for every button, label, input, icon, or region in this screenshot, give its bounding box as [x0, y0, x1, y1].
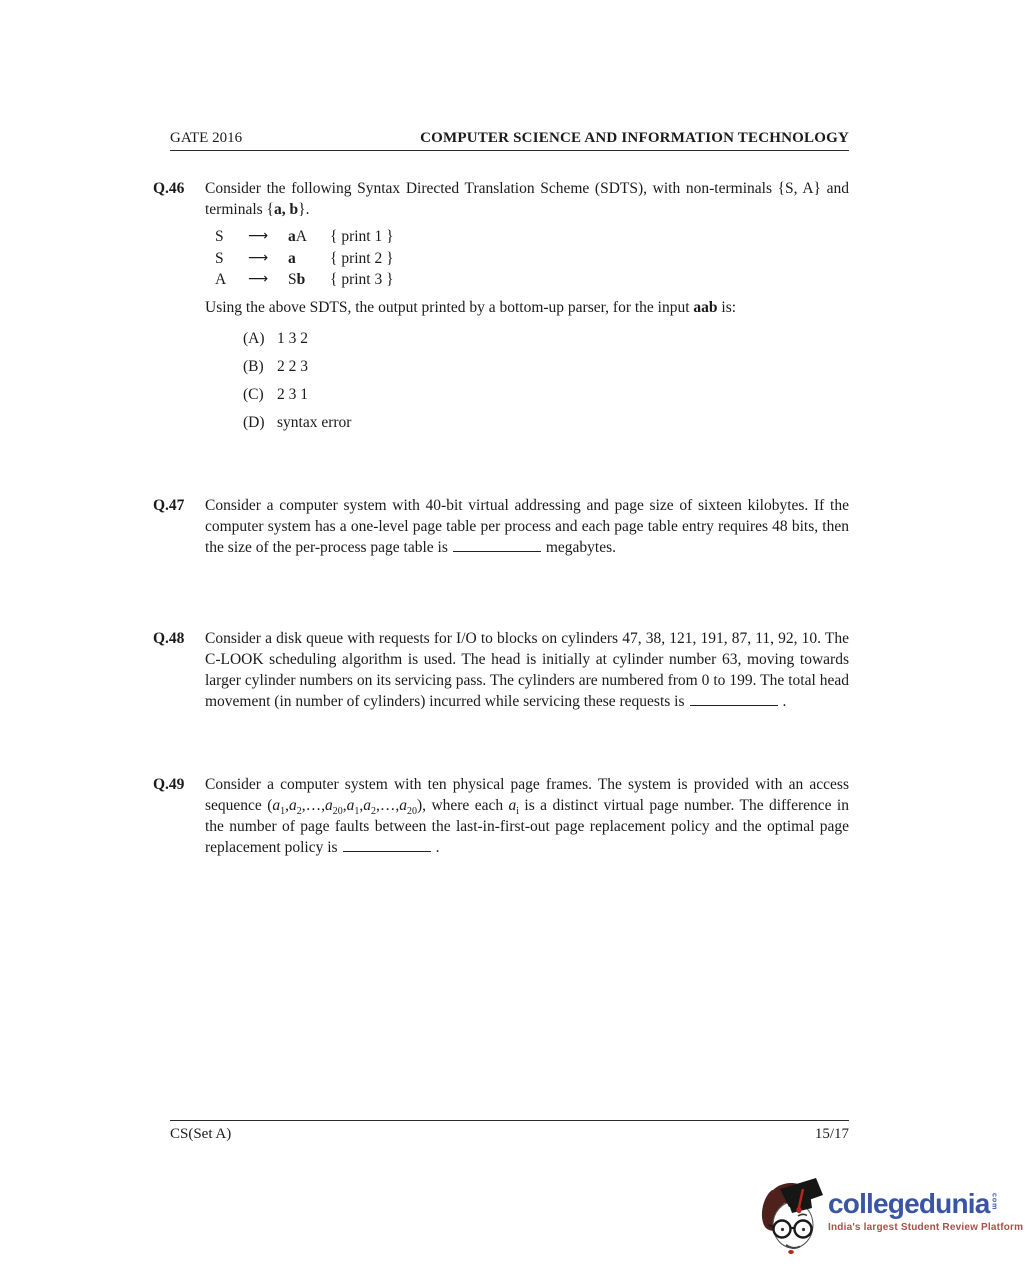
question-47-body: Consider a computer system with 40-bit virtual addressing and page size of sixteen kilobytes. If the computer system has a one-level page table per process and each page table entry requires 48 bits, then the size of the per-process page table is [205, 496, 849, 556]
paper-set-label: CS(Set A) [170, 1126, 232, 1142]
option-b-label: (B) [243, 357, 264, 375]
production-rhs [288, 226, 330, 248]
option-b [243, 353, 849, 381]
prompt-end: is: [717, 298, 737, 316]
question-47-text [205, 495, 849, 558]
option-d [243, 409, 849, 437]
production-rhs [288, 248, 330, 270]
page-footer [170, 1120, 849, 1143]
collegedunia-tld-text: com [990, 1193, 998, 1211]
production-lhs: S [215, 228, 224, 245]
question-46-prompt [205, 297, 849, 318]
answer-options [243, 325, 849, 437]
question-46-intro-text: Consider the following Syntax Directed Translation Scheme (SDTS), with non-terminals {S, A} and terminals { [205, 180, 849, 218]
collegedunia-logo [758, 1174, 1023, 1256]
question-47 [153, 495, 849, 558]
option-a-text: 1 3 2 [277, 329, 308, 347]
sdts-productions [215, 226, 515, 291]
rhs-terminal: a [288, 249, 296, 267]
answer-blank [690, 692, 778, 706]
rhs-terminal: a [288, 228, 296, 245]
option-b-text: 2 2 3 [277, 357, 308, 375]
production-lhs: S [215, 249, 224, 267]
question-49-text [205, 774, 849, 858]
production-rhs [288, 269, 330, 291]
access-sequence: $(a_1,a_2,\dots,a_{20},a_1,a_2,\dots,a_{20})$, [267, 796, 427, 817]
question-48-number: Q.48 [153, 629, 185, 647]
question-48-end: . [782, 692, 787, 710]
question-49 [153, 774, 849, 858]
option-c-text: 2 3 1 [277, 385, 308, 403]
option-a-label: (A) [243, 329, 265, 347]
option-d-label: (D) [243, 413, 265, 431]
question-48-text [205, 628, 849, 712]
question-49-body-mid: where each [426, 796, 509, 814]
question-46-number: Q.46 [153, 180, 185, 197]
question-47-unit: megabytes. [545, 538, 617, 556]
input-string: aab [693, 298, 718, 316]
exam-name: GATE 2016 [170, 130, 243, 146]
question-46-terminals: a, b [274, 201, 299, 218]
production-action: { print 2 } [330, 249, 394, 267]
question-48 [153, 628, 849, 712]
page-header [170, 130, 849, 151]
option-d-text: syntax error [277, 413, 352, 431]
question-49-number: Q.49 [153, 775, 185, 793]
question-47-number: Q.47 [153, 496, 185, 514]
paper-title: COMPUTER SCIENCE AND INFORMATION TECHNOLOGY [420, 130, 849, 146]
option-a [243, 325, 849, 353]
question-49-body-start: Consider a computer system with ten physical page frames. The system is provided with an access sequence [205, 775, 849, 814]
prompt-text: Using the above SDTS, the output printed by a bottom-up parser, for the input [205, 298, 694, 316]
rhs-terminal: b [296, 271, 306, 288]
arrow-icon: ⟶ [248, 228, 269, 244]
arrow-icon: ⟶ [248, 271, 269, 287]
production-action: { print 1 } [330, 228, 394, 245]
option-c [243, 381, 849, 409]
option-c-label: (C) [243, 385, 264, 403]
question-46-intro [205, 178, 849, 220]
question-49-body-end: is a distinct virtual page number. The difference in the number of page faults between the last-in-first-out page replacement policy and the optimal page replacement policy is [205, 796, 849, 856]
collegedunia-brand-text: collegedunia [828, 1188, 990, 1219]
rhs-tail: A [295, 228, 307, 245]
page-number: 15/17 [814, 1126, 849, 1142]
rhs-plain: S [288, 271, 297, 288]
collegedunia-tagline: India's largest Student Review Platform [828, 1222, 1024, 1233]
question-49-period: . [435, 838, 440, 856]
collegedunia-mascot-icon [758, 1174, 826, 1256]
question-46-intro-end: }. [298, 201, 310, 218]
answer-blank [453, 538, 541, 552]
arrow-icon: ⟶ [248, 249, 269, 266]
question-46 [153, 178, 849, 437]
production-lhs: A [215, 271, 227, 288]
question-48-body: Consider a disk queue with requests for I/O to blocks on cylinders 47, 38, 121, 191, 87, 11, 92, 10. The C-LOOK scheduling algorithm is used. The head is initially at cylinder number 63, moving towards larger cylinder numbers on its servicing pass. The cylinders are numbered from 0 to 199. The total head movement (in number of cylinders) incurred while servicing these requests is [205, 629, 849, 710]
answer-blank [343, 838, 431, 852]
page-variable: $a_i$ [508, 796, 520, 817]
production-action: { print 3 } [330, 271, 394, 288]
questions-area [153, 160, 849, 858]
